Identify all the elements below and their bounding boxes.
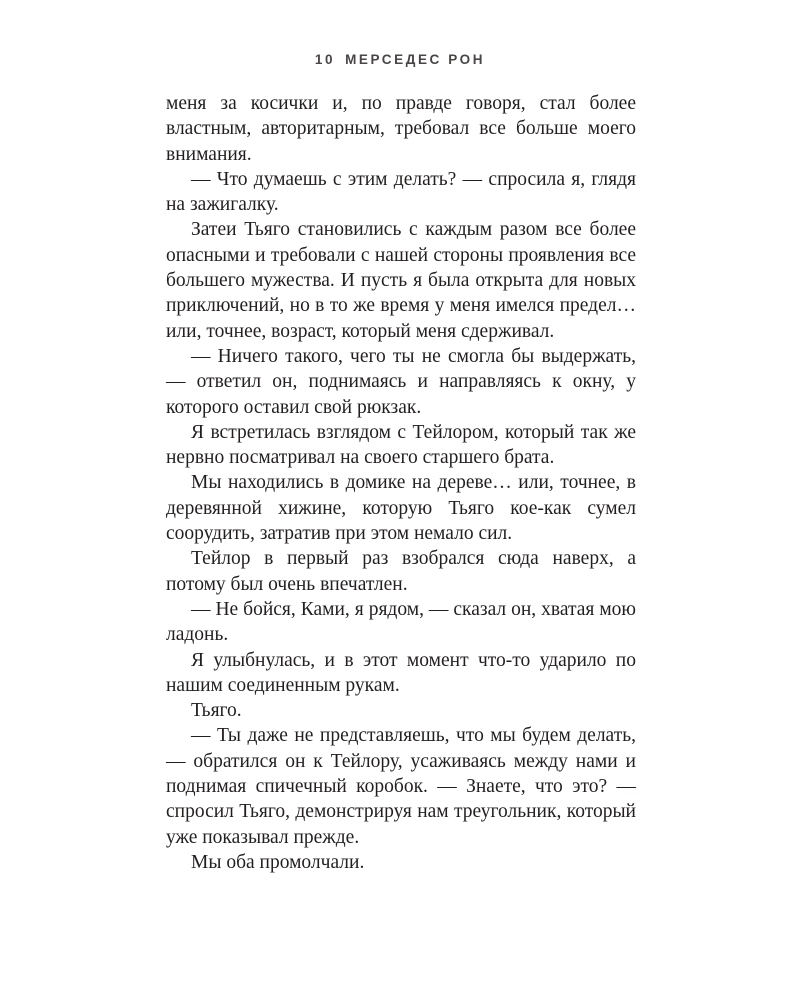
paragraph: Мы находились в домике на дереве… или, точнее, в деревянной хижине, которую Тьяго кое-как сумел соорудить, затратив при этом немало сил.	[166, 472, 636, 545]
paragraph-continuation: меня за косички и, по правде говоря, стал более властным, авторитарным, требовал все больше моего внимания.	[166, 93, 636, 165]
paragraph: — Не бойся, Ками, я рядом, — сказал он, хватая мою ладонь.	[166, 598, 636, 646]
paragraph: Я улыбнулась, и в этот момент что-то ударило по нашим соединенным рукам.	[166, 649, 636, 696]
paragraph: Мы оба промолчали.	[191, 851, 365, 873]
paragraph: Затеи Тьяго становились с каждым разом все более опасными и требовали с нашей стороны проявления все большего мужества. И пусть я была открыта для новых приключений, но в то же время у меня имелся предел… или, точнее, возраст, который меня сдерживал.	[166, 219, 636, 342]
paragraph: — Ты даже не представляешь, что мы будем делать, — обратился он к Тейлору, усаживаясь между нами и поднимая спичечный коробок. — Знаете, что это? — спросил Тьяго, демонстрируя нам треугольник, который уже показывал прежде.	[166, 725, 636, 848]
body-text	[166, 91, 636, 875]
page-number: 10	[314, 52, 336, 67]
paragraph: Тейлор в первый раз взобрался сюда наверх, а потому был очень впечатлен.	[166, 548, 636, 595]
author-name: МЕРСЕДЕС РОН	[345, 52, 486, 67]
paragraph: — Ничего такого, чего ты не смогла бы выдержать, — ответил он, поднимаясь и направляясь к окну, у которого оставил свой рюкзак.	[166, 345, 636, 418]
running-head	[0, 52, 800, 67]
paragraph: Тьяго.	[191, 700, 242, 722]
paragraph: Я встретилась взглядом с Тейлором, который так же нервно посматривал на своего старшего брата.	[166, 421, 636, 469]
paragraph: — Что думаешь с этим делать? — спросила я, глядя на зажигалку.	[166, 168, 636, 216]
